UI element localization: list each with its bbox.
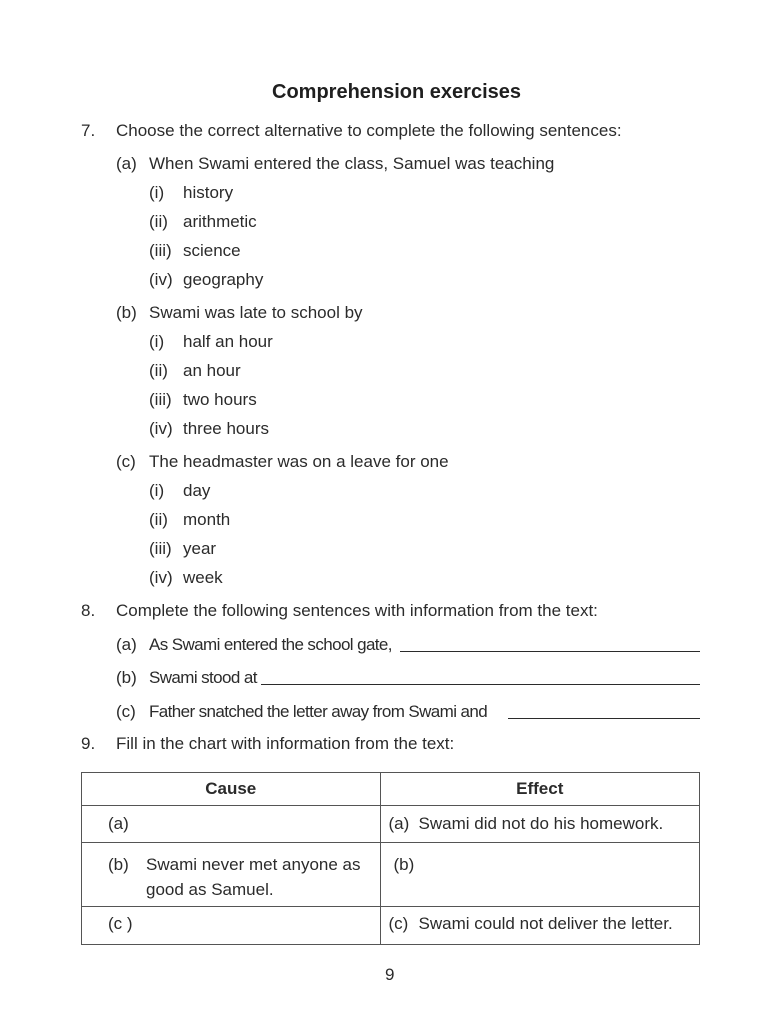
cause-b-text-line2: good as Samuel. <box>146 880 274 899</box>
q7b-opt-iv-text: three hours <box>183 419 269 438</box>
effect-cell-a <box>380 806 699 843</box>
q8a-label: (a) <box>116 635 137 654</box>
question-9-text: Fill in the chart with information from the text: <box>116 734 455 753</box>
q7c-opt-iv-label: (iv) <box>149 568 173 587</box>
effect-b-label: (b) <box>393 855 415 874</box>
effect-c-text: Swami could not deliver the letter. <box>418 914 673 933</box>
q8b-label: (b) <box>116 668 137 687</box>
effect-a-label: (a) <box>388 814 410 833</box>
question-8-text: Complete the following sentences with information from the text: <box>116 601 598 620</box>
q8c-answer-line[interactable] <box>508 718 700 719</box>
question-7-text: Choose the correct alternative to complete the following sentences: <box>116 121 622 140</box>
q7b-opt-i-text: half an hour <box>183 332 273 351</box>
q8a-answer-line[interactable] <box>400 651 700 652</box>
cause-b-text: Swami never met anyone as <box>146 855 361 874</box>
effect-header: Effect <box>380 773 699 806</box>
question-8-number: 8. <box>81 601 96 620</box>
q8a-text: As Swami entered the school gate, <box>149 635 392 654</box>
q7b-opt-iv-label: (iv) <box>149 419 173 438</box>
effect-a-text: Swami did not do his homework. <box>418 814 664 833</box>
q7a-opt-ii-text: arithmetic <box>183 212 257 231</box>
q8c-label: (c) <box>116 702 136 721</box>
effect-cell-b[interactable] <box>380 843 699 907</box>
q7a-label: (a) <box>116 154 137 173</box>
cause-effect-chart <box>81 772 700 945</box>
effect-cell-c <box>380 907 699 945</box>
q7c-opt-iii-label: (iii) <box>149 539 172 558</box>
effect-c-label: (c) <box>388 914 409 933</box>
q7b-text: Swami was late to school by <box>149 303 363 322</box>
q7a-opt-i-text: history <box>183 183 234 202</box>
q7a-opt-i-label: (i) <box>149 183 165 202</box>
q7c-opt-iii-text: year <box>183 539 217 558</box>
cause-header: Cause <box>82 773 381 806</box>
q8b-text: Swami stood at <box>149 668 257 687</box>
q7c-opt-iv-text: week <box>183 568 223 587</box>
cause-cell-b <box>82 843 381 907</box>
q8c-text: Father snatched the letter away from Swami and <box>149 702 488 721</box>
q7c-opt-i-text: day <box>183 481 211 500</box>
question-9-number: 9. <box>81 734 96 753</box>
q7b-opt-iii-label: (iii) <box>149 390 172 409</box>
q7a-opt-ii-label: (ii) <box>149 212 168 231</box>
question-7-number: 7. <box>81 121 96 140</box>
q8b-answer-line[interactable] <box>261 684 700 685</box>
q7a-opt-iii-text: science <box>183 241 241 260</box>
q7b-opt-i-label: (i) <box>149 332 165 351</box>
q7c-text: The headmaster was on a leave for one <box>149 452 449 471</box>
q7c-opt-ii-text: month <box>183 510 231 529</box>
q7a-opt-iii-label: (iii) <box>149 241 172 260</box>
q7b-opt-ii-text: an hour <box>183 361 241 380</box>
q7b-label: (b) <box>116 303 137 322</box>
q7a-opt-iv-label: (iv) <box>149 270 173 289</box>
page-number: 9 <box>385 965 395 984</box>
q7b-opt-ii-label: (ii) <box>149 361 168 380</box>
cause-cell-c[interactable] <box>82 907 381 945</box>
cause-b-label: (b) <box>108 855 129 874</box>
q7b-opt-iii-text: two hours <box>183 390 257 409</box>
q7a-text: When Swami entered the class, Samuel was teaching <box>149 154 555 173</box>
q7c-label: (c) <box>116 452 136 471</box>
cause-cell-a[interactable] <box>82 806 381 843</box>
cause-a-label: (a) <box>108 814 129 833</box>
q7a-opt-iv-text: geography <box>183 270 264 289</box>
q7c-opt-i-label: (i) <box>149 481 165 500</box>
page-title: Comprehension exercises <box>272 81 521 103</box>
cause-c-label: (c ) <box>108 914 133 933</box>
q7c-opt-ii-label: (ii) <box>149 510 168 529</box>
